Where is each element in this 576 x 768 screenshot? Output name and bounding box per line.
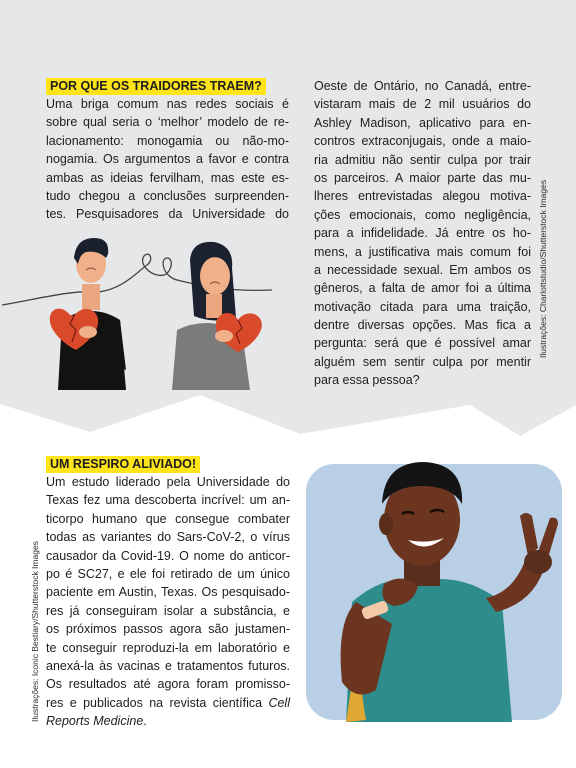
section2-text xyxy=(46,473,290,730)
text-line: alguém sem sentir culpa por mentir xyxy=(314,354,531,369)
text-span: res e publicados na revista científica xyxy=(46,695,263,710)
text-line: paciente em Austin, Texas. Os pesquisado- xyxy=(46,585,290,600)
text-line: Ashley Madison, aplicativo para en- xyxy=(314,115,531,130)
text-line: te conseguir reproduzi-la em laboratório e xyxy=(46,640,290,655)
journal-name-part1: Cell xyxy=(268,695,290,710)
text-line: lacionamento: monogamia ou não-mo- xyxy=(46,133,289,148)
text-line: nogamia. Os argumentos a favor e contra xyxy=(46,152,289,167)
text-line: ções emocionais, como negligência, xyxy=(314,207,531,222)
text-line: res já conseguiram isolar a substância, e xyxy=(46,603,290,618)
journal-name-part2: Reports Medicine xyxy=(46,714,144,729)
text-line: tes. Pesquisadores da Universidade do xyxy=(46,207,289,222)
text-line: para essa pessoa? xyxy=(314,373,420,388)
text-line: Uma briga comum nas redes sociais é xyxy=(46,97,289,111)
text-line: motivação citada para uma traição, xyxy=(314,299,531,314)
text-line: todas as variantes do Sars-CoV-2, o vírus xyxy=(46,530,290,545)
section2-heading: UM RESPIRO ALIVIADO! xyxy=(46,456,200,473)
text-line: anexá-la às vacinas e tratamentos futuros. xyxy=(46,658,290,673)
text-line: pergunta: será que é possível amar xyxy=(314,336,531,351)
text-line: para a infidelidade. Já entre os ho- xyxy=(314,226,531,241)
text-line: Texas fez uma descoberta incrível: um an- xyxy=(46,493,290,508)
text-line: dentre diversas opções. Mas fica a xyxy=(314,318,531,333)
text-line: Os resultados até agora foram promisso- xyxy=(46,677,290,692)
text-line: ambas as ideias fervilham, mas este es- xyxy=(46,170,289,185)
text-line: os próximos passos agora são justamen- xyxy=(46,622,290,637)
text-line: vistaram mais de 2 mil usuários do xyxy=(314,97,531,112)
text-line: Oeste de Ontário, no Canadá, entre- xyxy=(314,79,531,93)
text-line: tudo chegou a conclusões surpreenden- xyxy=(46,188,289,203)
text-line: lheres entrevistadas alegou motiva- xyxy=(314,189,531,204)
section2-credit: Ilustrações: Iconic Bestiary/Shutterstock Images xyxy=(30,541,40,722)
text-line: a necessidade sexual. Em ambos os xyxy=(314,262,531,277)
text-line: causador da Covid-19. O nome do anticor- xyxy=(46,548,290,563)
text-line: contros extraconjugais, onde a maio- xyxy=(314,134,531,149)
final-period: . xyxy=(143,714,147,729)
section1-credit: Ilustrações: Charlottstudio/Shutterstock Images xyxy=(538,179,548,358)
woman-figure xyxy=(172,242,262,390)
text-line: po é SC27, e ele foi retirado de um único xyxy=(46,566,290,581)
text-line-with-italic xyxy=(46,694,290,712)
text-line: ria admitiu não sentir culpa por trair xyxy=(314,152,531,167)
couple-broken-hearts-illustration xyxy=(2,220,272,410)
text-line: os parceiros. A maior parte das mu- xyxy=(314,170,531,185)
section1-col1-text xyxy=(46,95,289,224)
man-figure xyxy=(50,238,126,390)
text-line: mens, a justificativa mais comum foi xyxy=(314,244,531,259)
text-line: Um estudo liderado pela Universidade do xyxy=(46,475,290,489)
section1-col2-text xyxy=(314,77,531,390)
text-line-final xyxy=(46,712,290,730)
text-line: sobre qual seria o ‘melhor’ modelo de re- xyxy=(46,115,289,130)
section1-heading: POR QUE OS TRAIDORES TRAEM? xyxy=(46,78,266,95)
text-line: ticorpo humano que consegue combater xyxy=(46,511,290,526)
text-line: gêneros, a falta de amor foi a última xyxy=(314,281,531,296)
vaccinated-man-illustration xyxy=(306,452,564,722)
